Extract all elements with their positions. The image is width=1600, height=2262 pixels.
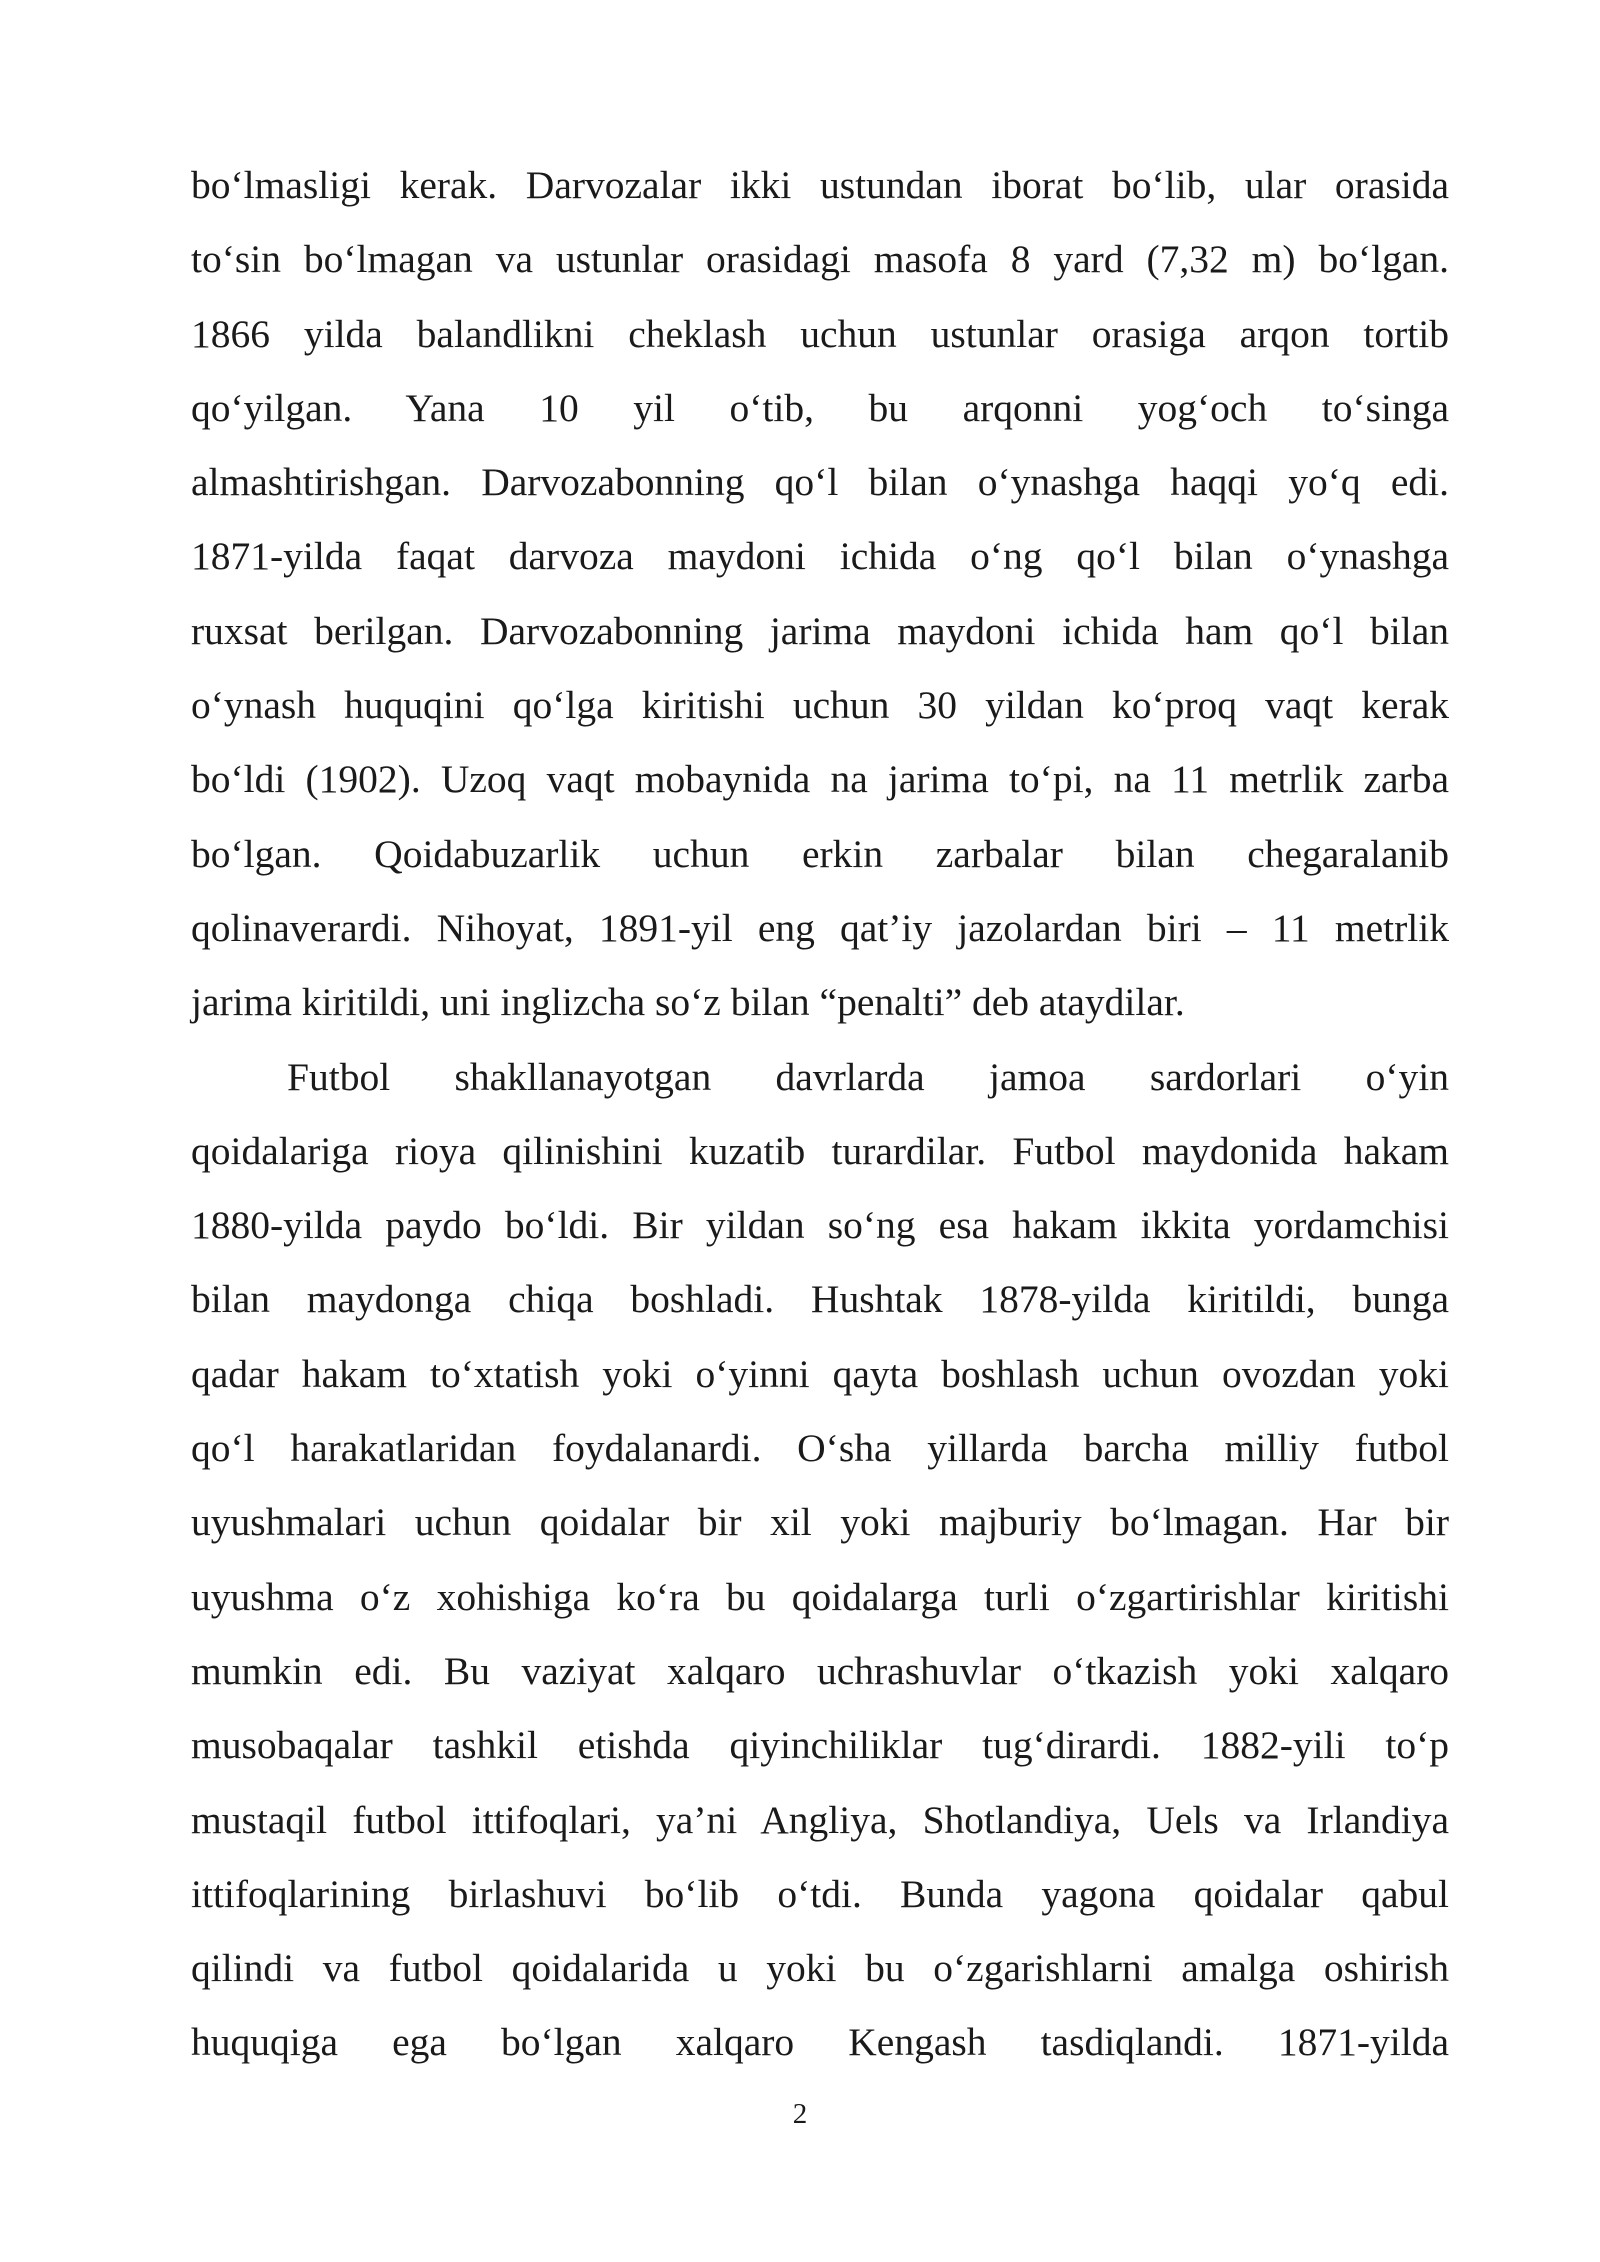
text-line: huquqiga ega bo‘lgan xalqaro Kengash tasdiqlandi. 1871-yilda	[191, 2020, 1449, 2065]
text-line: ittifoqlarining birlashuvi bo‘lib o‘tdi. Bunda yagona qoidalar qabul	[191, 1871, 1449, 1916]
text-line: Futbol shakllanayotgan davrlarda jamoa sardorlari o‘yin	[287, 1054, 1449, 1099]
text-line: musobaqalar tashkil etishda qiyinchiliklar tug‘dirardi. 1882-yili to‘p	[191, 1723, 1449, 1768]
text-line: qoidalariga rioya qilinishini kuzatib turardilar. Futbol maydonida hakam	[191, 1128, 1449, 1173]
text-line: qilindi va futbol qoidalarida u yoki bu o‘zgarishlarni amalga oshirish	[191, 1946, 1449, 1991]
text-line: 1880-yilda paydo bo‘ldi. Bir yildan so‘ng esa hakam ikkita yordamchisi	[191, 1203, 1449, 1248]
text-line: jarima kiritildi, uni inglizcha so‘z bilan “penalti” deb ataydilar.	[191, 980, 1185, 1025]
text-line: to‘sin bo‘lmagan va ustunlar orasidagi masofa 8 yard (7,32 m) bo‘lgan.	[191, 237, 1449, 282]
text-line: o‘ynash huquqini qo‘lga kiritishi uchun 30 yildan ko‘proq vaqt kerak	[191, 683, 1449, 728]
text-line: 1866 yilda balandlikni cheklash uchun ustunlar orasiga arqon tortib	[191, 311, 1449, 356]
text-line: uyushmalari uchun qoidalar bir xil yoki majburiy bo‘lmagan. Har bir	[191, 1500, 1449, 1545]
page-number: 2	[792, 2098, 808, 2130]
text-line: 1871-yilda faqat darvoza maydoni ichida o‘ng qo‘l bilan o‘ynashga	[191, 534, 1449, 579]
text-line: bo‘lmasligi kerak. Darvozalar ikki ustundan iborat bo‘lib, ular orasida	[191, 163, 1449, 207]
text-line: bilan maydonga chiqa boshladi. Hushtak 1878-yilda kiritildi, bunga	[191, 1277, 1449, 1322]
text-line: ruxsat berilgan. Darvozabonning jarima maydoni ichida ham qo‘l bilan	[191, 608, 1449, 653]
text-line: mumkin edi. Bu vaziyat xalqaro uchrashuvlar o‘tkazish yoki xalqaro	[191, 1648, 1449, 1693]
text-line: qolinaverardi. Nihoyat, 1891-yil eng qat’iy jazolardan biri – 11 metrlik	[191, 905, 1449, 950]
text-line: qadar hakam to‘xtatish yoki o‘yinni qayta boshlash uchun ovozdan yoki	[191, 1351, 1449, 1396]
text-line: uyushma o‘z xohishiga ko‘ra bu qoidalarga turli o‘zgartirishlar kiritishi	[191, 1574, 1449, 1619]
text-line: qo‘l harakatlaridan foydalanardi. O‘sha yillarda barcha milliy futbol	[191, 1426, 1449, 1471]
text-line: bo‘lgan. Qoidabuzarlik uchun erkin zarbalar bilan chegaralanib	[191, 831, 1449, 876]
text-line: bo‘ldi (1902). Uzoq vaqt mobaynida na jarima to‘pi, na 11 metrlik zarba	[191, 757, 1449, 802]
text-line: mustaqil futbol ittifoqlari, ya’ni Angliya, Shotlandiya, Uels va Irlandiya	[191, 1797, 1449, 1842]
text-line: almashtirishgan. Darvozabonning qo‘l bilan o‘ynashga haqqi yo‘q edi.	[191, 460, 1449, 505]
paragraph	[191, 1040, 1449, 2080]
text-line: qo‘yilgan. Yana 10 yil o‘tib, bu arqonni yog‘och to‘singa	[191, 385, 1449, 430]
paragraph	[191, 148, 1449, 1040]
body-text	[191, 148, 1449, 2080]
